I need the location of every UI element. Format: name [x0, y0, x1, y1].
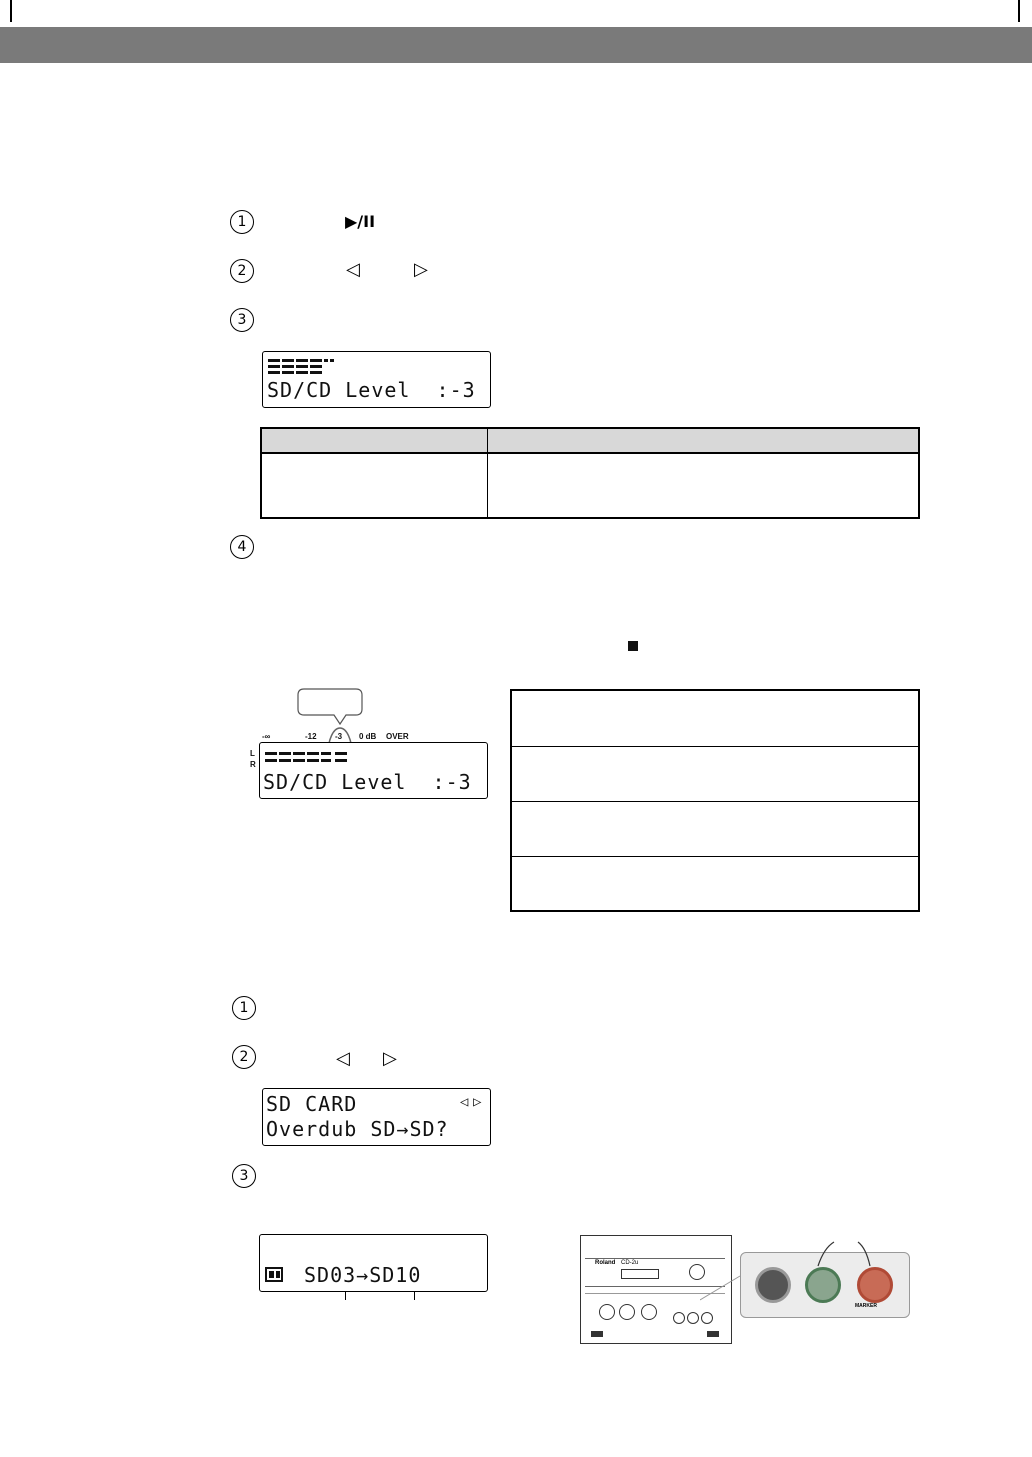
- table-row-divider: [512, 801, 918, 802]
- device-brand: Roland: [595, 1260, 616, 1266]
- device-grille-icon: [591, 1331, 603, 1337]
- device-grille-icon: [707, 1331, 719, 1337]
- step-number: 1: [230, 210, 254, 234]
- channel-label: L: [250, 749, 255, 758]
- select-arrows-icon: ◁: [460, 1094, 470, 1110]
- lcd-level-display: [262, 351, 491, 408]
- lcd-meter-text: SD/CD Level :-3: [263, 770, 472, 794]
- device-knob-icon: [641, 1304, 657, 1320]
- parameter-table: [260, 427, 920, 519]
- stop-icon: [628, 641, 638, 651]
- right-arrow-icon: ▷: [383, 1048, 397, 1069]
- header-bar: [0, 27, 1032, 63]
- table-column-divider: [487, 429, 488, 517]
- pointer-tick: [414, 1292, 415, 1300]
- device-knob-icon: [599, 1304, 615, 1320]
- info-table: [510, 689, 920, 912]
- table-divider: [262, 452, 918, 454]
- callout-lines: [700, 1236, 910, 1316]
- lcd-progress-display: [259, 1234, 488, 1292]
- lcd-level-text: SD/CD Level :-3: [267, 378, 476, 402]
- scale-label: -∞: [262, 732, 271, 741]
- select-arrows-icon: ▷: [473, 1094, 483, 1110]
- lcd-meter-display: [259, 742, 488, 799]
- device-model: CD-2u: [621, 1260, 639, 1266]
- step-number: 3: [230, 308, 254, 332]
- step-number: 2: [232, 1045, 256, 1069]
- device-button-icon: [673, 1312, 685, 1324]
- scale-label: OVER: [386, 732, 409, 741]
- play-pause-icon: ▶/II: [345, 212, 376, 231]
- marker-label: MARKER: [855, 1303, 877, 1309]
- table-row-divider: [512, 856, 918, 857]
- lcd-overdub-display: [262, 1088, 491, 1146]
- device-button-icon: [687, 1312, 699, 1324]
- device-display: [621, 1269, 659, 1279]
- left-arrow-icon: ◁: [346, 259, 360, 280]
- pointer-tick: [345, 1292, 346, 1300]
- lcd-progress-text: SD03→SD10: [304, 1263, 422, 1287]
- scale-label: -12: [305, 732, 317, 741]
- right-arrow-icon: ▷: [414, 259, 428, 280]
- progress-indicator-icon: [265, 1267, 283, 1282]
- scale-label: 0 dB: [359, 732, 377, 741]
- step-number: 3: [232, 1164, 256, 1188]
- lcd-overdub-line2: Overdub SD→SD?: [266, 1117, 449, 1141]
- step-number: 2: [230, 259, 254, 283]
- crop-mark-right: [1018, 0, 1020, 22]
- step-number: 1: [232, 996, 256, 1020]
- scale-label: -3: [335, 732, 343, 741]
- crop-mark-left: [10, 0, 12, 22]
- left-arrow-icon: ◁: [336, 1048, 350, 1069]
- step-number: 4: [230, 535, 254, 559]
- table-header-row: [262, 429, 918, 452]
- channel-label: R: [250, 760, 256, 769]
- lcd-overdub-line1: SD CARD: [266, 1092, 358, 1116]
- device-knob-icon: [619, 1304, 635, 1320]
- table-row-divider: [512, 746, 918, 747]
